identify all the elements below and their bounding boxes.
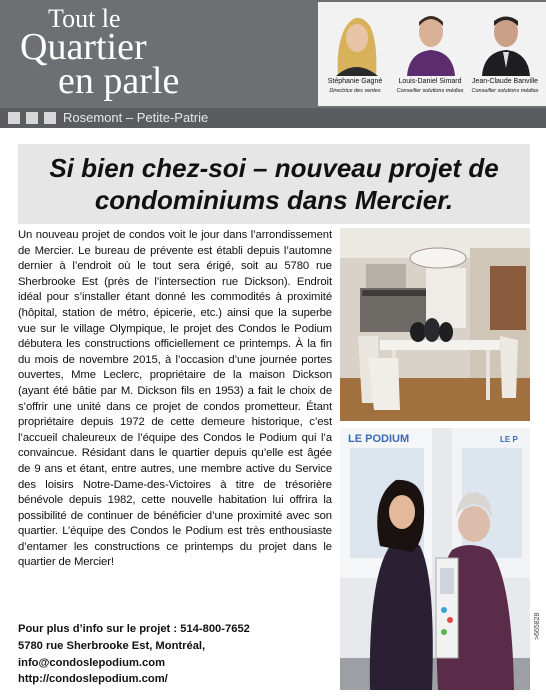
staff-member — [470, 2, 540, 106]
staff-name: Jean-Claude Banville — [471, 78, 539, 85]
header-band — [0, 0, 546, 128]
staff-name: Louis-Daniel Simard — [398, 78, 462, 85]
article-paragraph: Un nouveau projet de condos voit le jour dans l’arrondissement de Mercier. Le bureau de prévente est établi depuis l’automne dernier à l’endroit où le tout sera érigé, soit au 5780 rue Sherbrooke Est (près de l’intersection rue Dickson). Endroit idéal pour s’installer étant donné les commodités à proximité (hôpital, station de métro, épicerie, etc.) ainsi que la superbe vue sur le village Olympique, le projet des Condos le Podium débutera les constructions officiellement ce printemps. À la fin du mois de novembre 2015, à l’occasion d’une journée portes ouvertes, Mme Leclerc, propriétaire de la maison Dickson (ayant été bâtie par M. Dickson fils en 1953) a fait le choix de s’offrir une unité dans ce projet de condos prometteur. Étant propriétaire depuis 1972 de cette demeure historique, c’est l’accueil chaleureux de l’équipe des Condos le Podium qui l’a convaincue. Résidant dans le quartier depuis qu’elle est âgée de 9 ans et étant, entre autres, une membre active du Service des loisirs Notre-Dame-des-Victoires à titre de trésorière bénévole depuis 1982, cette nouvelle habitation lui offrira la possibilité de continuer de bénéficier d’une proximité avec son quartier. L’équipe des Condos le Podium est très enthousiaste d’entamer les constructions ce printemps du projet dans le quartier de Mercier! — [18, 229, 332, 569]
headline-line-1: Si bien chez-soi – nouveau projet de — [49, 153, 499, 183]
owners-photo — [340, 428, 530, 690]
kitchen-photo — [340, 228, 530, 421]
square-icon — [44, 112, 56, 124]
sign-brand: LE PODIUM — [348, 433, 410, 445]
owners-illustration — [340, 428, 530, 690]
headline-box — [18, 144, 530, 224]
square-icon — [8, 112, 20, 124]
contact-email: info@condoslepodium.com — [18, 656, 166, 669]
photo-code: >665828 — [534, 612, 541, 640]
masthead-line-1: Tout le — [48, 4, 121, 33]
square-icon — [26, 112, 38, 124]
contact-address: 5780 rue Sherbrooke Est, Montréal, — [18, 639, 206, 652]
contact-block — [18, 621, 338, 688]
article-body — [18, 228, 332, 571]
section-name: Rosemont – Petite-Patrie — [63, 110, 209, 125]
masthead-line-3: en parle — [58, 60, 180, 102]
staff-role: Conseiller solutions médias — [396, 88, 464, 94]
staff-role: Conseiller solutions médias — [471, 88, 539, 94]
contact-phone: Pour plus d’info sur le projet : 514-800-7652 — [18, 623, 250, 635]
portrait-woman-icon — [330, 8, 382, 76]
staff-member — [320, 2, 390, 106]
sign-brand-right: LE P — [500, 435, 518, 444]
contact-website: http://condoslepodium.com/ — [18, 673, 168, 686]
staff-name: Stéphanie Gagné — [327, 78, 383, 85]
staff-panel — [318, 2, 546, 106]
staff-role: Directrice des ventes — [329, 88, 381, 94]
kitchen-illustration — [340, 228, 530, 421]
headline-line-2: condominiums dans Mercier. — [94, 185, 454, 215]
portrait-man-icon — [405, 8, 457, 76]
masthead-line-2: Quartier — [20, 26, 147, 68]
staff-member — [395, 2, 465, 106]
portrait-man-icon — [480, 8, 532, 76]
section-strip — [0, 108, 546, 128]
